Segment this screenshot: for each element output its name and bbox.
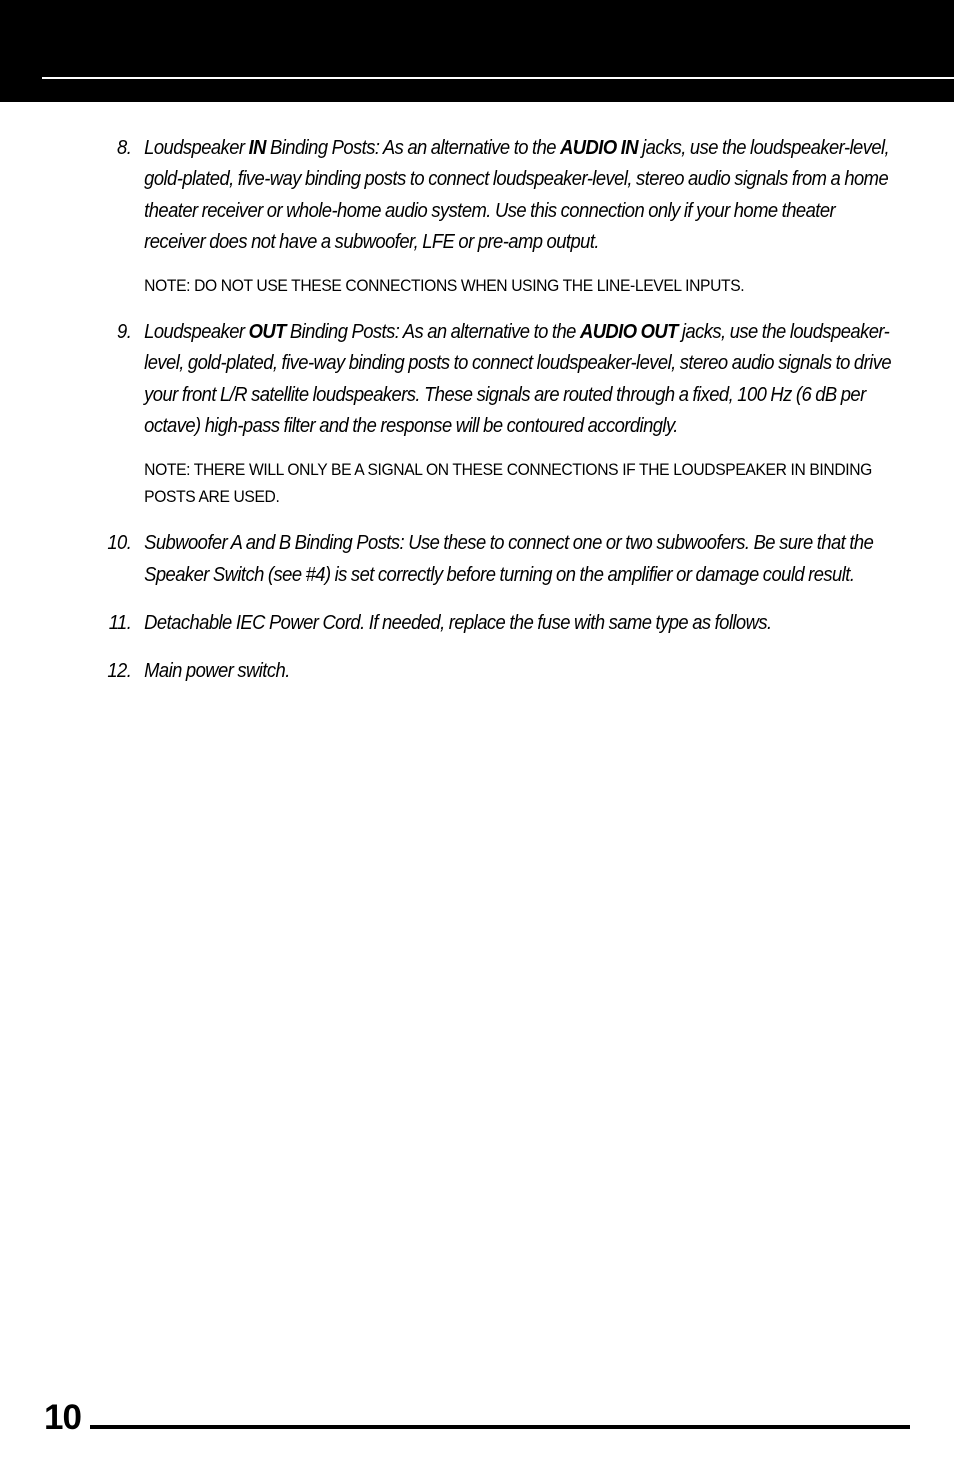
item-text: Loudspeaker IN Binding Posts: As an alternative to the AUDIO IN jacks, use the loudspeaker-level, gold-plated, five-way binding posts to connect loudspeaker-level, stereo audio signals from a home theater receiver or whole-home audio system. Use this connection only if your home theater receiver does not have a subwoofer, LFE or pre-amp output. (144, 137, 890, 253)
item-text: Detachable IEC Power Cord. If needed, replace the fuse with same type as follows. (144, 611, 772, 634)
list-item-12 (100, 656, 899, 687)
footer-rule (90, 1425, 910, 1429)
item-number: 8. (117, 137, 132, 159)
page-content (100, 133, 910, 688)
list-item-9 (100, 317, 899, 442)
item-number: 9. (117, 321, 132, 344)
item-number: 12. (107, 660, 132, 683)
item-text: Subwoofer A and B Binding Posts: Use these to connect one or two subwoofers. Be sure that the Speaker Switch (see #4) is set correctly before turning on the amplifier or damage could result. (144, 532, 874, 586)
page-number: 10 (44, 1398, 81, 1437)
list-item-8 (100, 133, 899, 258)
list-item-10 (100, 528, 899, 591)
item-number: 11. (108, 611, 132, 634)
item-number: 10. (107, 532, 132, 555)
header-bar (0, 0, 954, 102)
item-text: Main power switch. (144, 660, 290, 683)
note-9: NOTE: THERE WILL ONLY BE A SIGNAL ON THESE CONNECTIONS IF THE LOUDSPEAKER IN BINDING POSTS ARE USED. (144, 460, 872, 507)
header-rule (42, 77, 954, 79)
list-item-11 (100, 608, 899, 639)
item-text: Loudspeaker OUT Binding Posts: As an alternative to the AUDIO OUT jacks, use the loudspeaker-level, gold-plated, five-way binding posts to connect loudspeaker-level, stereo audio signals to drive your front L/R satellite loudspeakers. These signals are routed through a fixed, 100 Hz (6 dB per octave) high-pass filter and the response will be contoured accordingly. (144, 321, 892, 438)
note-8: NOTE: DO NOT USE THESE CONNECTIONS WHEN USING THE LINE-LEVEL INPUTS. (144, 276, 745, 296)
